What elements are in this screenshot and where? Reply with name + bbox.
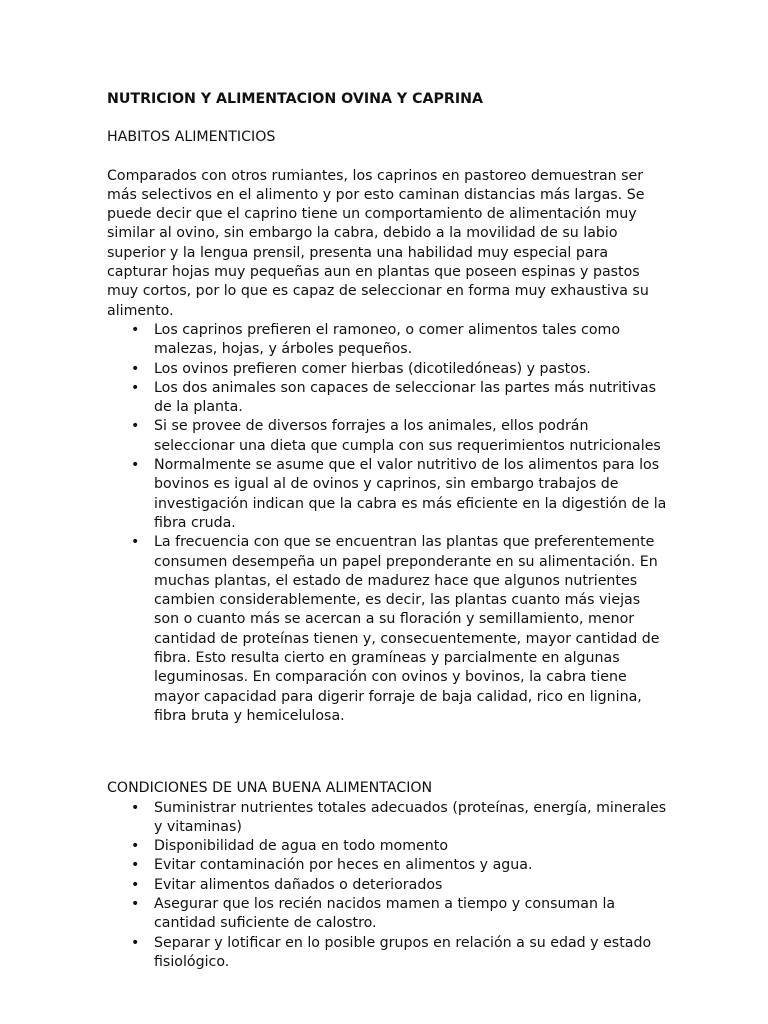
list-item-text: Los dos animales son capaces de seleccionar las partes más nutritivas de la planta. <box>154 379 657 416</box>
bullet-icon: • <box>131 360 140 377</box>
habitos-bullet-list <box>107 321 667 726</box>
list-item <box>107 799 669 838</box>
bullet-icon: • <box>131 379 140 396</box>
list-item-text: Los caprinos prefieren el ramoneo, o comer alimentos tales como malezas, hojas, y árboles pequeños. <box>154 321 621 358</box>
section-heading-habitos: HABITOS ALIMENTICIOS <box>107 129 276 146</box>
section-heading-condiciones: CONDICIONES DE UNA BUENA ALIMENTACION <box>107 780 433 797</box>
list-item <box>107 876 669 895</box>
list-item <box>107 856 669 875</box>
list-item-text: Evitar contaminación por heces en alimentos y agua. <box>154 857 533 874</box>
list-item-text: Normalmente se asume que el valor nutritivo de los alimentos para los bovinos es igual al de ovinos y caprinos, sin embargo trabajos de investigación indican que la cabra es más eficiente en la digestión de la fibra cruda. <box>154 457 667 531</box>
list-item <box>107 934 669 973</box>
list-item <box>107 895 669 934</box>
bullet-icon: • <box>131 418 140 435</box>
list-item <box>107 533 669 726</box>
list-item-text: Si se provee de diversos forrajes a los animales, ellos podrán seleccionar una dieta que cumpla con sus requerimientos nutricionales <box>154 418 661 454</box>
bullet-icon: • <box>131 799 140 816</box>
list-item-text: Suministrar nutrientes totales adecuados (proteínas, energía, minerales y vitaminas) <box>154 799 667 835</box>
list-item <box>107 837 669 856</box>
list-item <box>107 360 669 379</box>
bullet-icon: • <box>131 534 140 551</box>
list-item-text: Los ovinos prefieren comer hierbas (dicotiledóneas) y pastos. <box>154 360 591 377</box>
intro-paragraph: Comparados con otros rumiantes, los caprinos en pastoreo demuestran ser más selectivos en el alimento y por esto caminan distancias más largas. Se puede decir que el caprino tiene un comportamiento de alimentación muy similar al ovino, sin embargo la cabra, debido a la movilidad de su labio superior y la lengua prensil, presenta una habilidad muy especial para capturar hojas muy pequeñas aun en plantas que poseen espinas y pastos muy cortos, por lo que es capaz de seleccionar en forma muy exhaustiva su alimento. <box>107 167 649 319</box>
list-item-text: Disponibilidad de agua en todo momento <box>154 838 449 855</box>
bullet-icon: • <box>131 876 140 893</box>
bullet-icon: • <box>131 857 140 874</box>
list-item-text: Asegurar que los recién nacidos mamen a tiempo y consuman la cantidad suficiente de calostro. <box>154 895 616 932</box>
list-item <box>107 456 669 533</box>
list-item-text: Separar y lotificar en lo posible grupos en relación a su edad y estado fisiológico. <box>154 934 652 970</box>
bullet-icon: • <box>131 895 140 912</box>
document-title: NUTRICION Y ALIMENTACION OVINA Y CAPRINA <box>107 91 483 107</box>
document-body <box>107 90 667 972</box>
bullet-icon: • <box>131 321 140 338</box>
list-item-text: La frecuencia con que se encuentran las plantas que preferentemente consumen desempeña un papel preponderante en su alimentación. En muchas plantas, el estado de madurez hace que algunos nutrientes cambien considerablemente, es decir, las plantas cuanto más viejas son o cuanto más se acercan a su floración y semillamiento, menor cantidad de proteínas tienen y, consecuentemente, mayor cantidad de fibra. Esto resulta cierto en gramíneas y parcialmente en algunas leguminosas. En comparación con ovinos y bovinos, la cabra tiene mayor capacidad para digerir forraje de baja calidad, rico en lignina, fibra bruta y hemicelulosa. <box>154 534 660 724</box>
list-item <box>107 321 669 360</box>
bullet-icon: • <box>131 457 140 474</box>
bullet-icon: • <box>131 838 140 855</box>
condiciones-bullet-list <box>107 799 667 973</box>
list-item-text: Evitar alimentos dañados o deteriorados <box>154 876 443 893</box>
list-item <box>107 417 669 456</box>
list-item <box>107 379 669 418</box>
bullet-icon: • <box>131 934 140 951</box>
